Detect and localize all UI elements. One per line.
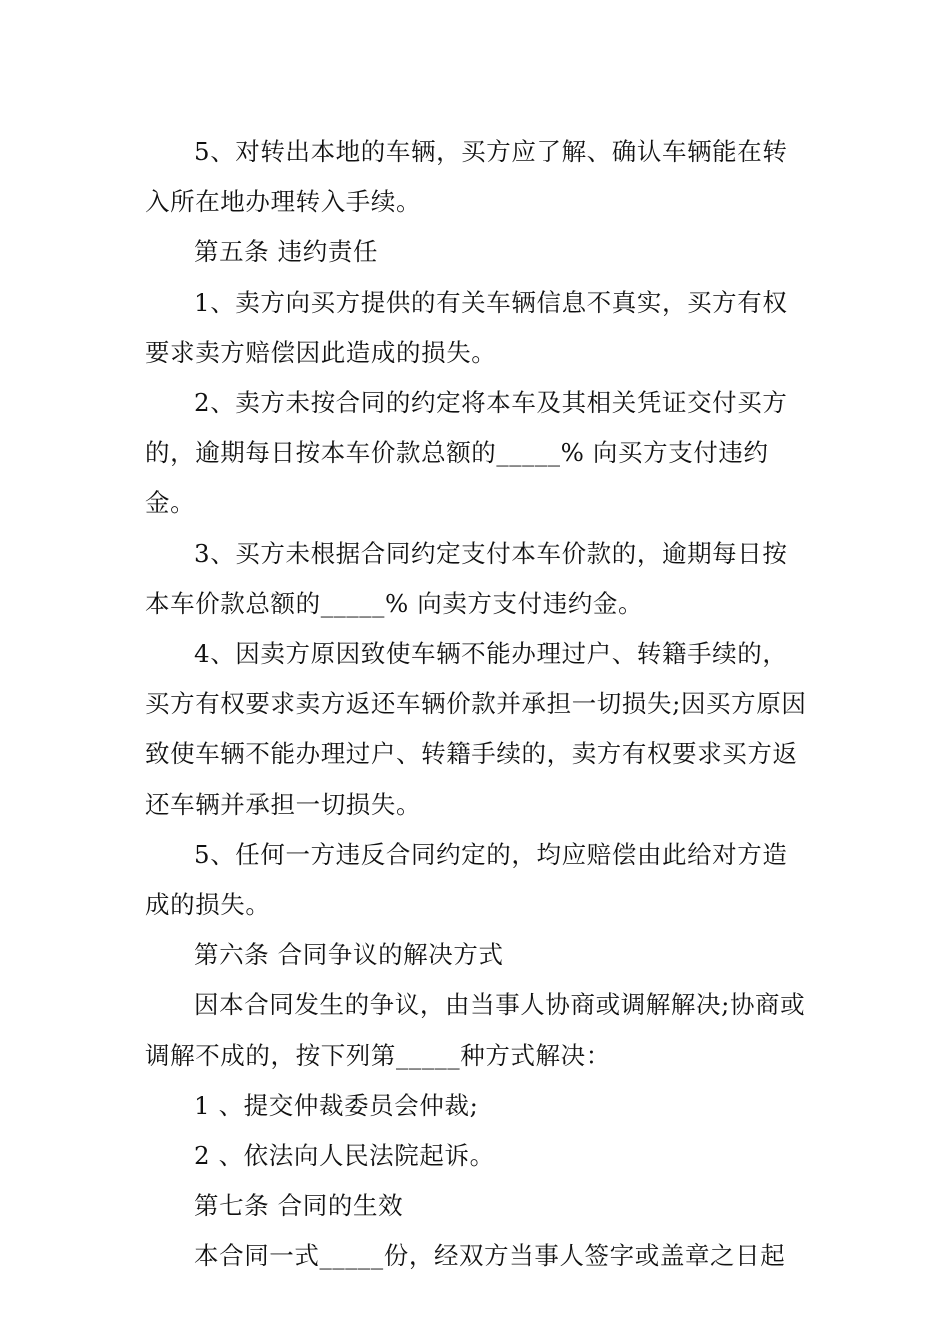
article-5-item-1: 1、卖方向买方提供的有关车辆信息不真实，买方有权要求卖方赔偿因此造成的损失。 xyxy=(145,287,788,367)
article-5-item-2: 2、卖方未按合同的约定将本车及其相关凭证交付买方的，逾期每日按本车价款总额的_____% 向买方支付违约金。 xyxy=(145,388,788,518)
article-5-item-4: 4、因卖方原因致使车辆不能办理过户、转籍手续的，买方有权要求卖方返还车辆价款并承担一切损失;因买方原因致使车辆不能办理过户、转籍手续的，卖方有权要求买方返还车辆并承担一切损失。 xyxy=(145,639,807,819)
article-5-item-3: 3、买方未根据合同约定支付本车价款的，逾期每日按本车价款总额的_____% 向卖方支付违约金。 xyxy=(145,538,788,618)
article-6-heading: 第六条 合同争议的解决方式 xyxy=(194,940,504,970)
article-7-heading: 第七条 合同的生效 xyxy=(194,1191,404,1221)
article-6-option-1: 1 、提交仲裁委员会仲裁; xyxy=(194,1090,479,1120)
article-6-option-2: 2 、依法向人民法院起诉。 xyxy=(194,1141,495,1171)
article-5-heading: 第五条 违约责任 xyxy=(194,237,379,267)
document-body xyxy=(145,127,810,1282)
article-6-body: 因本合同发生的争议，由当事人协商或调解解决;协商或调解不成的，按下列第_____种方式解决： xyxy=(145,990,806,1070)
article-7-body: 本合同一式_____份，经双方当事人签字或盖章之日起 xyxy=(194,1241,786,1271)
article-5-item-5: 5、任何一方违反合同约定的，均应赔偿由此给对方造成的损失。 xyxy=(145,839,788,920)
clause-5-transfer-note: 5、对转出本地的车辆，买方应了解、确认车辆能在转入所在地办理转入手续。 xyxy=(145,137,788,217)
